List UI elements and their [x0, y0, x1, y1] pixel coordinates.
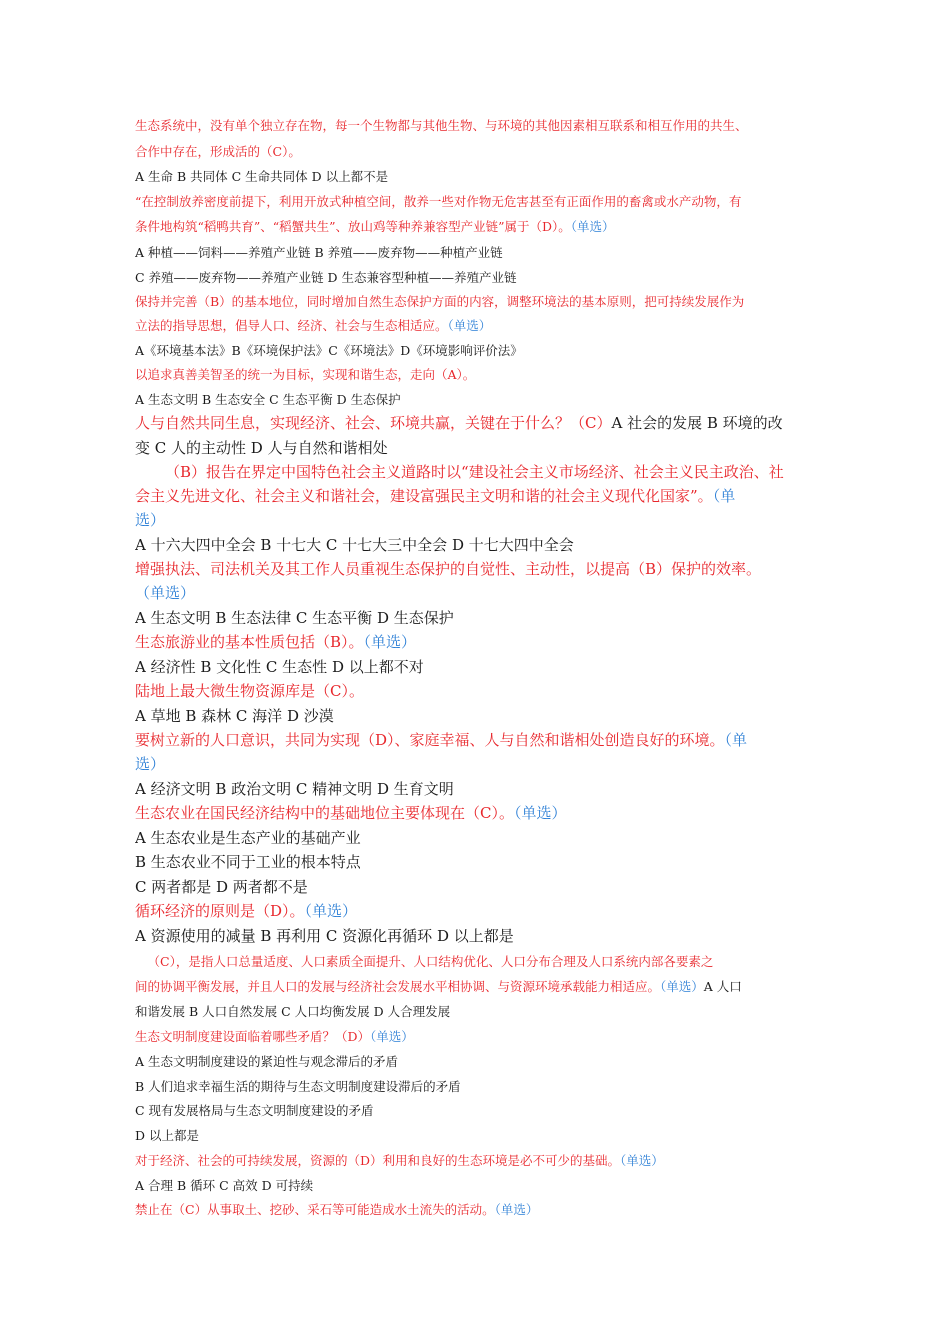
question-text: 保持并完善（B）的基本地位，同时增加自然生态保护方面的内容，调整环境法的基本原则，把可持续发展作为 — [135, 294, 745, 309]
question-line — [135, 633, 825, 651]
question-text: 生态系统中，没有单个独立存在物，每一个生物都与其他生物、与环境的其他因素相互联系和相互作用的共生、 — [135, 118, 748, 133]
options-line — [135, 853, 825, 871]
question-text: （B）报告在界定中国特色社会主义道路时以“建设社会主义市场经济、社会主义民主政治、社 — [165, 463, 784, 481]
question-text: 条件地构筑“稻鸭共育”、“稻蟹共生”、放山鸡等种养兼容型产业链”属于（D）。 — [135, 219, 571, 234]
question-text: 生态旅游业的基本性质包括（B）。 — [135, 633, 364, 651]
options-text: C 两者都是 D 两者都不是 — [135, 878, 308, 896]
question-text: （C），是指人口总量适度、人口素质全面提升、人口结构优化、人口分布合理及人口系统内部各要素之 — [147, 954, 714, 969]
options-line — [135, 1054, 825, 1069]
question-text: 陆地上最大微生物资源库是（C）。 — [135, 682, 364, 700]
question-line — [135, 367, 825, 382]
options-text: A 生态农业是生态产业的基础产业 — [135, 829, 361, 847]
options-text: A 合理 B 循环 C 高效 D 可持续 — [135, 1178, 314, 1193]
options-line — [135, 609, 825, 627]
question-text: 会主义先进文化、社会主义和谐社会，建设富强民主文明和谐的社会主义现代化国家”。 — [135, 487, 713, 505]
options-text: A《环境基本法》B《环境保护法》C《环境法》D《环境影响评价法》 — [135, 343, 523, 358]
question-line — [135, 463, 825, 481]
question-line — [135, 118, 825, 133]
options-text: 和谐发展 B 人口自然发展 C 人口均衡发展 D 人合理发展 — [135, 1004, 451, 1019]
options-line — [135, 270, 825, 285]
question-line — [135, 1153, 825, 1168]
question-type-tag: （单选） — [494, 1202, 539, 1217]
options-line — [135, 343, 825, 358]
question-type-tag: （单选） — [363, 633, 417, 651]
options-text: A 生态文明 B 生态安全 C 生态平衡 D 生态保护 — [135, 392, 401, 407]
options-line — [135, 439, 825, 457]
question-text: 人与自然共同生息，实现经济、社会、环境共赢，关键在于什么？（C） — [135, 414, 612, 432]
question-type-tag: （单选） — [570, 219, 615, 234]
question-line — [135, 755, 825, 773]
options-line — [135, 1178, 825, 1193]
question-line — [135, 979, 825, 994]
question-text: 以追求真善美智圣的统一为目标，实现和谐生态，走向（A）。 — [135, 367, 476, 382]
question-line — [135, 487, 825, 505]
question-type-tag: （单选） — [620, 1153, 664, 1168]
options-line — [135, 1004, 825, 1019]
question-text: 循环经济的原则是（D）。 — [135, 902, 305, 920]
options-text: A 经济性 B 文化性 C 生态性 D 以上都不对 — [135, 658, 424, 676]
question-type-tag: （单 — [724, 731, 748, 749]
options-text: 变 C 人的主动性 D 人与自然和谐相处 — [135, 439, 388, 457]
options-line — [135, 707, 825, 725]
question-line — [135, 511, 825, 529]
options-line — [135, 780, 825, 798]
question-type-tag: （单选） — [135, 584, 196, 602]
options-line — [135, 1103, 825, 1118]
options-text: B 生态农业不同于工业的根本特点 — [135, 853, 361, 871]
options-text: A 社会的发展 B 环境的改 — [611, 414, 783, 432]
question-text: 增强执法、司法机关及其工作人员重视生态保护的自觉性、主动性，以提高（B）保护的效率。 — [135, 560, 762, 578]
options-text: A 种植——饲料——养殖产业链 B 养殖——废弃物——种植产业链 — [135, 245, 503, 260]
question-line — [135, 414, 825, 432]
question-text: 生态文明制度建设面临着哪些矛盾？（D） — [135, 1029, 371, 1044]
question-text: “在控制放养密度前提下，利用开放式种植空间，散养一些对作物无危害甚至有正面作用的畜禽或水产动物，有 — [135, 194, 742, 209]
options-line — [135, 169, 825, 184]
options-text: C 养殖——废弃物——养殖产业链 D 生态兼容型种植——养殖产业链 — [135, 270, 517, 285]
options-text: A 十六大四中全会 B 十七大 C 十七大三中全会 D 十七大四中全会 — [135, 536, 574, 554]
options-text: A 草地 B 森林 C 海洋 D 沙漠 — [135, 707, 334, 725]
question-text: 合作中存在，形成活的（C）。 — [135, 144, 301, 159]
question-text: 立法的指导思想，倡导人口、经济、社会与生态相适应。 — [135, 318, 448, 333]
options-line — [135, 392, 825, 407]
options-text: B 人们追求幸福生活的期待与生态文明制度建设滞后的矛盾 — [135, 1079, 461, 1094]
options-line — [135, 927, 825, 945]
options-text: A 生态文明 B 生态法律 C 生态平衡 D 生态保护 — [135, 609, 454, 627]
options-line — [135, 1128, 825, 1143]
question-text: 生态农业在国民经济结构中的基础地位主要体现在（C）。 — [135, 804, 514, 822]
question-line — [135, 954, 825, 969]
question-type-tag: （单选） — [513, 804, 567, 822]
options-line — [135, 658, 825, 676]
question-line — [135, 219, 825, 234]
question-line — [135, 731, 825, 749]
question-line — [135, 584, 825, 602]
question-text: 要树立新的人口意识，共同为实现（D）、家庭幸福、人与自然和谐相处创造良好的环境。 — [135, 731, 725, 749]
question-type-tag: （单选） — [660, 979, 704, 994]
question-text: 对于经济、社会的可持续发展，资源的（D）利用和良好的生态环境是必不可少的基础。 — [135, 1153, 621, 1168]
options-line — [135, 878, 825, 896]
options-text: A 生命 B 共同体 C 生命共同体 D 以上都不是 — [135, 169, 389, 184]
question-type-tag: （单选） — [447, 318, 492, 333]
question-text: 禁止在（C）从事取土、挖砂、采石等可能造成水土流失的活动。 — [135, 1202, 495, 1217]
options-text: A 资源使用的减量 B 再利用 C 资源化再循环 D 以上都是 — [135, 927, 514, 945]
question-line — [135, 1029, 825, 1044]
question-line — [135, 1202, 825, 1217]
options-line — [135, 829, 825, 847]
options-text: A 生态文明制度建设的紧迫性与观念滞后的矛盾 — [135, 1054, 399, 1069]
question-type-tag: 选） — [135, 755, 166, 773]
question-text: 间的协调平衡发展，并且人口的发展与经济社会发展水平相协调、与资源环境承载能力相适应。 — [135, 979, 661, 994]
options-text: A 人口 — [703, 979, 742, 994]
options-text: A 经济文明 B 政治文明 C 精神文明 D 生育文明 — [135, 780, 454, 798]
question-line — [135, 804, 825, 822]
question-type-tag: 选） — [135, 511, 166, 529]
question-line — [135, 902, 825, 920]
question-type-tag: （单选） — [304, 902, 358, 920]
options-text: D 以上都是 — [135, 1128, 199, 1143]
options-line — [135, 1079, 825, 1094]
question-line — [135, 682, 825, 700]
question-line — [135, 318, 825, 333]
question-line — [135, 144, 825, 159]
question-line — [135, 194, 825, 209]
options-text: C 现有发展格局与生态文明制度建设的矛盾 — [135, 1103, 374, 1118]
options-line — [135, 245, 825, 260]
question-type-tag: （单选） — [370, 1029, 414, 1044]
question-type-tag: （单 — [712, 487, 736, 505]
question-line — [135, 560, 825, 578]
question-line — [135, 294, 825, 309]
options-line — [135, 536, 825, 554]
